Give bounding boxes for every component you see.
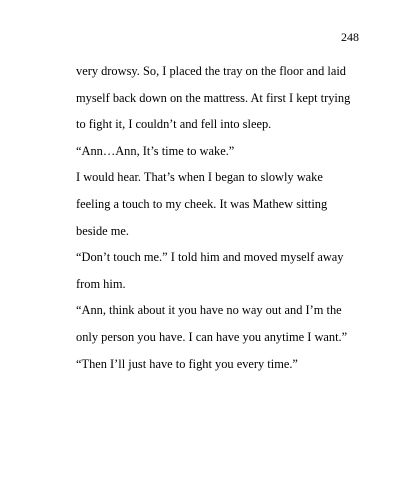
- text-line: “Then I’ll just have to fight you every time.”: [76, 356, 298, 371]
- text-line: only person you have. I can have you anytime I want.”: [76, 329, 348, 344]
- text-line: “Ann…Ann, It’s time to wake.”: [76, 143, 235, 158]
- body-text: [76, 58, 376, 377]
- text-line: “Don’t touch me.” I told him and moved myself away: [76, 250, 344, 265]
- text-line: from him.: [76, 276, 126, 291]
- text-line: very drowsy. So, I placed the tray on the floor and laid: [76, 64, 346, 78]
- text-line: myself back down on the mattress. At first I kept trying: [76, 90, 351, 105]
- text-line: feeling a touch to my cheek. It was Mathew sitting: [76, 196, 328, 211]
- text-line: beside me.: [76, 223, 129, 238]
- page-number: 248: [341, 30, 359, 44]
- text-line: “Ann, think about it you have no way out and I’m the: [76, 303, 342, 318]
- text-line: to fight it, I couldn’t and fell into sleep.: [76, 117, 272, 132]
- text-line: I would hear. That’s when I began to slowly wake: [76, 170, 323, 185]
